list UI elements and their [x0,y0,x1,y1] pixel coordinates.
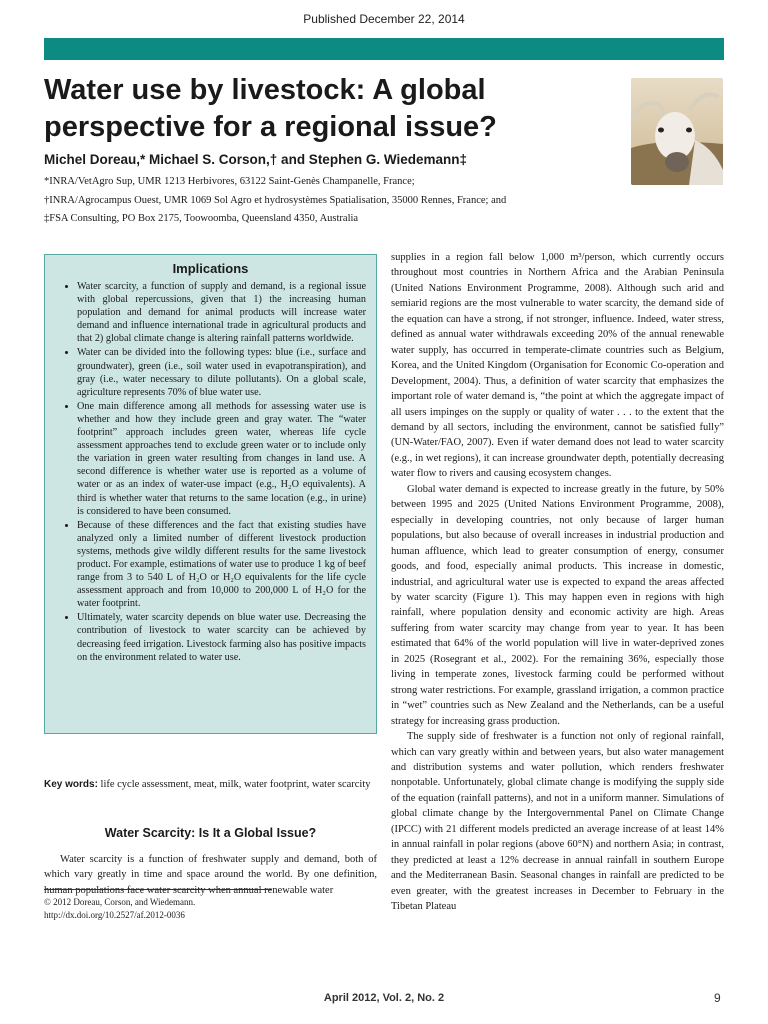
keywords-label: Key words: [44,779,98,790]
footnote-divider [44,889,272,890]
implication-item: • Water scarcity, a function of supply and demand, is a regional issue with global repercussions, given that 1) the increasing human population and demand for animal products will increase water demand and influence international trade in agricultural products and that 2) global climate change is altering rainfall patterns worldwide. [77,280,366,345]
implications-box [44,254,377,734]
implication-item: • Water can be divided into the following types: blue (i.e., surface and groundwater), green (i.e., soil water used in evapotranspiration), and gray (i.e., water necessary to dilute pollutants). On a global scale, agriculture represents 70% of blue water use. [77,346,366,398]
affiliation-2: †INRA/Agrocampus Ouest, UMR 1069 Sol Agro et hydrosystèmes Spatialisation, 35000 Rennes, France; and [44,195,507,206]
copyright-notice: © 2012 Doreau, Corson, and Wiedemann. [44,897,196,907]
affiliation-1: *INRA/VetAgro Sup, UMR 1213 Herbivores, 63122 Saint-Genès Champanelle, France; [44,176,415,187]
keywords-text: life cycle assessment, meat, milk, water footprint, water scarcity [100,779,371,790]
implications-title: Implications [172,261,249,276]
cattle-illustration [631,78,723,185]
page-number: 9 [714,991,721,1005]
right-column-body [391,250,724,914]
footnote [44,896,374,922]
implications-list [45,280,376,664]
section-heading: Water Scarcity: Is It a Global Issue? [104,826,317,840]
body-paragraph: Global water demand is expected to increase greatly in the future, by 50% between 1995 and 2025 (United Nations Environment Programme, 2008), especially in developing countries, not only because of larger human populations, but also because of overall increases in industrial production and human affluence, which lead to greater consumption of energy, consumer goods, and food, especially animal products. This increase in domestic, industrial, and agricultural water use is expected to expand the areas affected by water scarcity (Figure 1). This may happen even in regions with high rainfall, where population density and economic activity are high. Areas suffering from water scarcity may change from year to year. It has been estimated that 64% of the world population will live in water-deprived zones in 2025 (Rosegrant et al., 2002). For the remaining 36%, especially those living in temperate zones, livestock farming could be performed without strong water restrictions. For example, grassland irrigation, a common practice in “wet” countries such as New Zealand and the Netherlands, can be a useful strategy for increasing grass production. [391,483,724,727]
body-paragraph: The supply side of freshwater is a function not only of regional rainfall, which can vary greatly within and between years, but also water management and distribution systems and water pollution, which renders freshwater nonpotable. Unfortunately, global climate change is modifying the supply side of the equation (rainfall patterns), and not in a uniform manner. Simulations of global climate change by the Intergovernmental Panel on Climate Change (IPCC) with 21 different models predicted an average increase of at least 14% in annual rainfall in polar regions (above 60°N) and northern Asia; in contrast, they predicted at least a 12% decrease in annual rainfall in southern Europe and the Mediterranean Basin. Seasonal changes in rainfall are predicted to be even greater, with the greatest increases in December to February in the Tibetan Plateau [391,731,724,913]
issue-info: April 2012, Vol. 2, No. 2 [323,992,445,1004]
keywords [44,777,377,792]
cattle-photo [631,78,723,185]
title-line-1: Water use by livestock: A global [44,74,486,106]
implication-item: • One main difference among all methods for assessing water use is whether and how they include green and gray water. The “water footprint” approach includes green water, whereas life cycle assessment approaches tend to exclude green water or to include only the variation in green water resulting from changes in land use. A second difference is whether water use is reported as a volume of water or as an index of water-use impact (e.g., H₂O equivalents). A third is whether water that returns to the same location (e.g., in urine) is considered to have been consumed. [77,400,366,518]
body-paragraph: Water scarcity is a function of freshwater supply and demand, both of which vary greatly in time and space around the world. By one definition, human populations face water scarcity when annual renewable water [44,854,377,896]
article-authors: Michel Doreau,* Michael S. Corson,† and Stephen G. Wiedemann‡ [44,152,467,167]
header-color-band [44,38,724,60]
title-line-2: perspective for a regional issue? [44,111,497,143]
implication-item: • Because of these differences and the fact that existing studies have analyzed only a limited number of different livestock production systems, methods give wildly different results for the same livestock product. For example, estimations of water use to produce 1 kg of beef range from 3 to 540 L of H₂O or H₂O equivalents for the life cycle assessment approach and from 10,000 to 200,000 L of H₂O for the water footprint. [77,519,366,611]
published-date: Published December 22, 2014 [303,12,465,26]
doi-link[interactable]: http://dx.doi.org/10.2527/af.2012-0036 [44,910,185,920]
affiliation-3: ‡FSA Consulting, PO Box 2175, Toowoomba, Queensland 4350, Australia [44,213,359,224]
left-column-body [44,852,377,898]
body-paragraph: supplies in a region fall below 1,000 m³/person, which currently occurs throughout most countries in Northern Africa and the Arabian Peninsula (United Nations Environment Programme, 2008). Although such arid and semiarid regions are the most vulnerable to water scarcity, the demand side of the equation can have a strong, if not stronger, influence. Indeed, water stress, defined as annual water withdrawals exceeding 20% of the annual renewable water supply, has occurred in temperate-climate countries such as Belgium, Korea, and the United Kingdom (Organisation for Economic Co-operation and Development, 2004). Thus, a definition of water scarcity that emphasizes the important role of water demand is, “the point at which the aggregate impact of all users impinges on the supply or quality of water . . . to the extent that the demand by all sectors, including the environment, cannot be satisfied fully” (UN-Water/FAO, 2007). Even if water demand does not lead to water scarcity (e.g., in wet regions), it can increase groundwater depth, potentially decreasing water flow to rivers and causing ecosystem changes. [391,252,724,480]
implication-item: • Ultimately, water scarcity depends on blue water use. Decreasing the contribution of livestock to water scarcity can be achieved by decreasing feed irrigation. Livestock farming also has positive impacts on the environment related to water use. [77,611,366,663]
article-title [44,72,604,146]
